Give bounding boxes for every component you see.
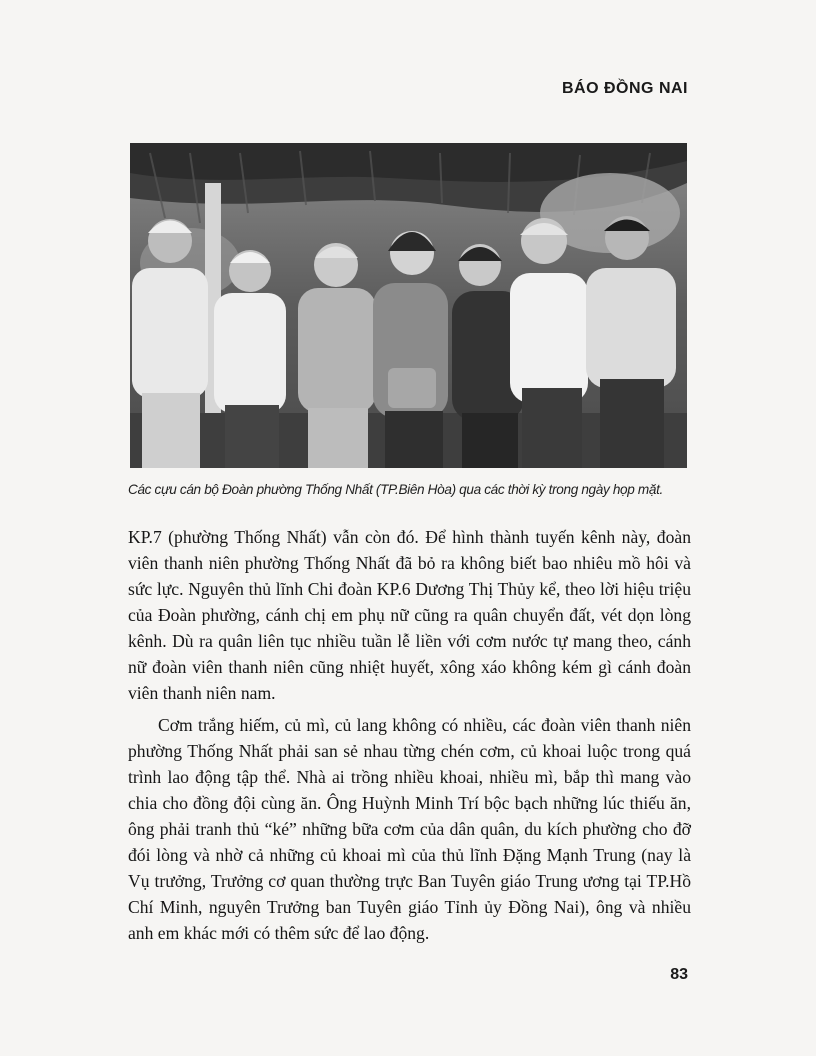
- running-header: BÁO ĐỒNG NAI: [562, 80, 688, 97]
- group-photo-illustration: [130, 143, 687, 468]
- paragraph: KP.7 (phường Thống Nhất) vẫn còn đó. Để hình thành tuyến kênh này, đoàn viên thanh niên phường Thống Nhất đã bỏ ra không biết bao nhiêu mồ hôi và sức lực. Nguyên thủ lĩnh Chi đoàn KP.6 Dương Thị Thủy kể, theo lời hiệu triệu của Đoàn phường, cánh chị em phụ nữ cũng ra quân chuyển đất, vét dọn lòng kênh. Dù ra quân liên tục nhiều tuần lễ liền với cơm nước tự mang theo, cánh nữ đoàn viên thanh niên cũng nhiệt huyết, xông xáo không kém gì cánh đoàn viên thanh niên nam.: [128, 527, 691, 703]
- article-body: [128, 524, 691, 946]
- group-photo: [130, 143, 687, 468]
- page-number: 83: [670, 966, 688, 983]
- paragraph: Cơm trắng hiếm, củ mì, củ lang không có nhiều, các đoàn viên thanh niên phường Thống Nhất phải san sẻ nhau từng chén cơm, củ khoai luộc trong quá trình lao động tập thể. Nhà ai trồng nhiều khoai, nhiều mì, bắp thì mang vào chia cho đồng đội cùng ăn. Ông Huỳnh Minh Trí bộc bạch những lúc thiếu ăn, ông phải tranh thủ “ké” những bữa cơm của dân quân, du kích phường cho đỡ đói lòng và nhờ cả những củ khoai mì của thủ lĩnh Đặng Mạnh Trung (nay là Vụ trưởng, Trưởng cơ quan thường trực Ban Tuyên giáo Trung ương tại TP.Hồ Chí Minh, nguyên Trưởng ban Tuyên giáo Tỉnh ủy Đồng Nai), ông và nhiều anh em khác mới có thêm sức để lao động.: [128, 715, 691, 943]
- photo-caption: Các cựu cán bộ Đoàn phường Thống Nhất (TP.Biên Hòa) qua các thời kỳ trong ngày họp mặt.: [128, 482, 663, 497]
